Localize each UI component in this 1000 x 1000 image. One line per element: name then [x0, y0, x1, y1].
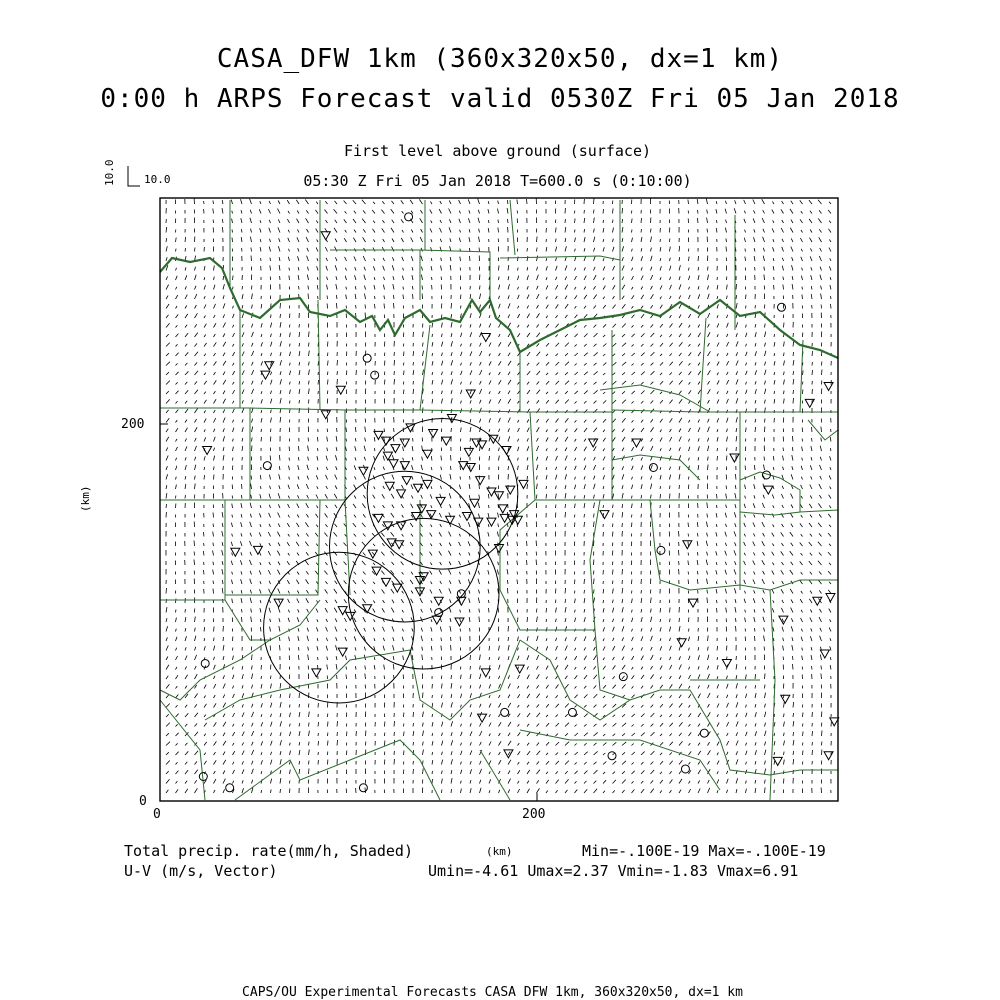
county-line	[690, 690, 838, 775]
station-circle	[501, 708, 509, 716]
station-triangle	[677, 639, 686, 647]
county-line	[225, 600, 270, 640]
station-triangle	[470, 499, 479, 507]
station-triangle	[321, 232, 330, 240]
station-triangle	[265, 362, 274, 370]
wind-min-max: Umin=-4.61 Umax=2.37 Vmin=-1.83 Vmax=6.91	[428, 862, 799, 880]
county-line	[225, 500, 320, 595]
station-triangle	[462, 512, 471, 520]
wind-vector-field	[166, 199, 831, 794]
station-triangle	[688, 599, 697, 607]
x-tick-label-0: 0	[153, 807, 161, 822]
station-triangle	[600, 511, 609, 519]
y-axis-unit: (km)	[79, 485, 92, 512]
wind-vectors	[166, 199, 831, 794]
station-triangle	[589, 439, 598, 447]
station-triangle	[368, 550, 377, 558]
county-line	[235, 740, 440, 800]
station-triangle	[383, 452, 392, 460]
station-circle	[657, 546, 665, 554]
radar-ring	[264, 552, 415, 703]
station-triangle	[427, 511, 436, 519]
station-triangle	[476, 477, 485, 485]
station-triangle	[391, 445, 400, 453]
county-line	[160, 408, 250, 500]
map-title-line1: CASA_DFW 1km (360x320x50, dx=1 km)	[216, 44, 784, 74]
county-line	[160, 600, 320, 700]
station-triangle	[434, 597, 443, 605]
station-triangle	[457, 597, 466, 605]
county-line	[510, 200, 515, 255]
station-triangle	[389, 460, 398, 468]
county-line	[612, 318, 706, 412]
station-triangle	[464, 448, 473, 456]
credit-line: CAPS/OU Experimental Forecasts CASA DFW 1km, 360x320x50, dx=1 km	[242, 985, 743, 1000]
vector-field-label: U-V (m/s, Vector)	[124, 862, 278, 880]
radar-ring	[348, 518, 499, 669]
station-triangle	[374, 514, 383, 522]
station-circle	[359, 784, 367, 792]
station-triangle	[455, 618, 464, 626]
county-line	[600, 385, 710, 412]
precip-min-max: Min=-.100E-19 Max=-.100E-19	[582, 842, 826, 860]
level-description: First level above ground (surface)	[343, 142, 652, 160]
station-triangle	[346, 612, 355, 620]
station-triangle	[393, 584, 402, 592]
station-circle	[778, 303, 786, 311]
station-triangle	[466, 463, 475, 471]
map-title-line2: 0:00 h ARPS Forecast valid 0530Z Fri 05 Jan 2018	[100, 84, 900, 114]
station-triangle	[423, 480, 432, 488]
station-triangle	[498, 505, 507, 513]
county-line	[650, 500, 838, 590]
station-circle	[371, 371, 379, 379]
county-line	[500, 500, 595, 630]
station-circle	[263, 462, 271, 470]
station-triangle	[372, 567, 381, 575]
county-line	[612, 412, 740, 500]
station-triangle	[400, 439, 409, 447]
x-axis-unit: (km)	[486, 845, 513, 858]
x-tick-label-200: 200	[522, 807, 546, 822]
station-triangle	[632, 439, 641, 447]
station-triangle	[429, 430, 438, 438]
station-circle	[405, 213, 413, 221]
station-triangle	[481, 669, 490, 677]
station-triangle	[730, 454, 739, 462]
station-triangle	[824, 752, 833, 760]
station-triangle	[321, 411, 330, 419]
station-triangle	[779, 616, 788, 624]
vector-reference-u-label: 10.0	[144, 173, 171, 186]
precip-field-label: Total precip. rate(mm/h, Shaded)	[124, 842, 413, 860]
station-triangle	[519, 480, 528, 488]
county-line	[345, 325, 430, 410]
station-circle	[363, 354, 371, 362]
radar-coverage-rings	[264, 419, 518, 703]
county-line	[410, 640, 520, 720]
county-line	[160, 700, 205, 800]
station-triangle	[406, 424, 415, 432]
station-triangle	[805, 399, 814, 407]
station-triangle	[423, 450, 432, 458]
station-circle	[681, 765, 689, 773]
county-line	[612, 455, 700, 480]
station-triangle	[781, 695, 790, 703]
station-triangle	[400, 462, 409, 470]
station-triangle	[442, 437, 451, 445]
county-line	[590, 500, 600, 630]
station-triangle	[495, 544, 504, 552]
station-triangle	[506, 486, 515, 494]
station-triangle	[824, 382, 833, 390]
station-triangle	[683, 541, 692, 549]
station-triangle	[764, 486, 773, 494]
station-circle	[700, 729, 708, 737]
station-triangle	[336, 386, 345, 394]
county-line	[160, 500, 225, 600]
station-triangle	[402, 477, 411, 485]
station-circle	[649, 463, 657, 471]
station-triangle	[432, 616, 441, 624]
station-circle	[619, 673, 627, 681]
county-line	[480, 750, 510, 800]
county-line	[740, 472, 800, 515]
y-tick-label-200: 200	[121, 417, 145, 432]
county-line	[530, 330, 612, 412]
county-line	[800, 510, 838, 512]
county-line	[330, 250, 420, 300]
station-triangle	[495, 492, 504, 500]
station-triangle	[478, 714, 487, 722]
station-triangle	[397, 490, 406, 498]
station-triangle	[436, 497, 445, 505]
y-tick-label-0: 0	[139, 794, 147, 809]
station-triangle	[820, 650, 829, 658]
station-triangle	[359, 467, 368, 475]
station-circle	[608, 752, 616, 760]
station-triangle	[515, 665, 524, 673]
station-triangle	[826, 593, 835, 601]
county-line	[770, 590, 775, 800]
station-circle	[226, 784, 234, 792]
county-line	[520, 640, 690, 720]
station-triangle	[481, 333, 490, 341]
station-triangle	[312, 669, 321, 677]
county-line	[808, 420, 838, 440]
station-circle	[568, 708, 576, 716]
station-triangle	[253, 546, 262, 554]
vector-reference-arrow	[128, 166, 140, 186]
county-line	[205, 650, 410, 720]
vector-reference-v-label: 10.0	[103, 159, 116, 186]
valid-time-label: 05:30 Z Fri 05 Jan 2018 T=600.0 s (0:10:00)	[303, 172, 692, 190]
